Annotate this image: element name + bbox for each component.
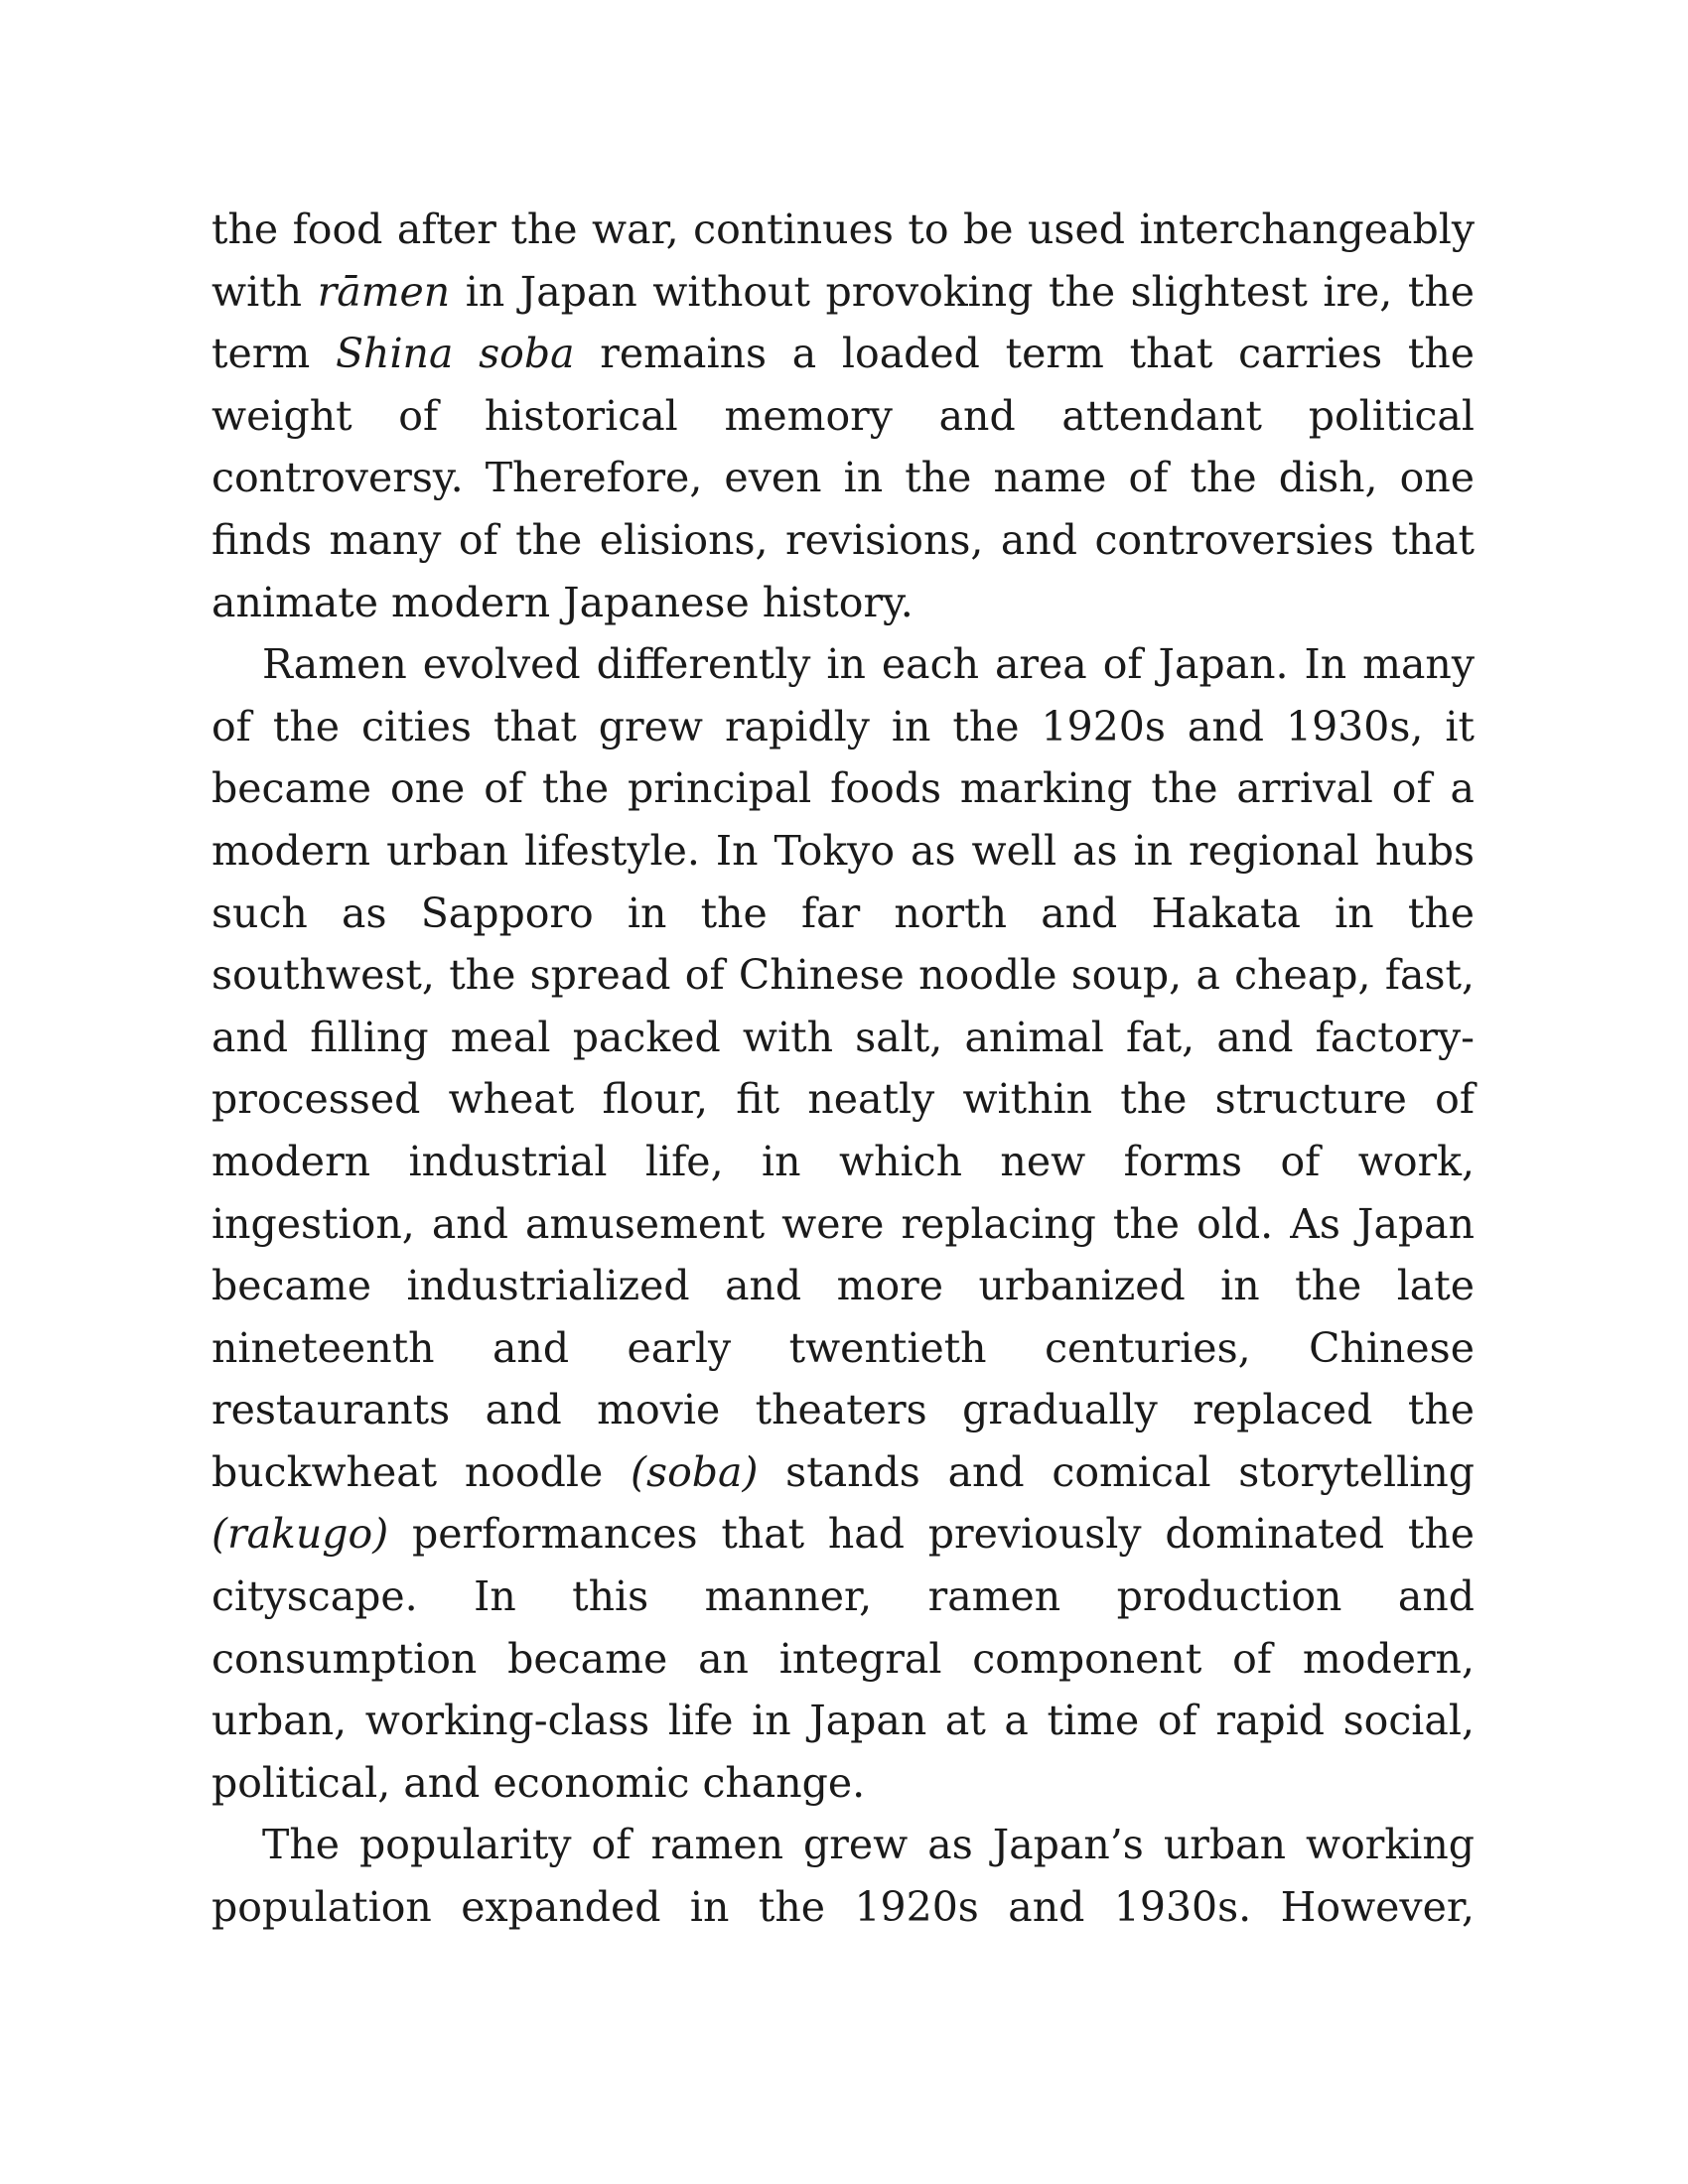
text-segment: Ramen evolved differently in each area of Japan. In many of the cities that grew rapidly in the 1920s and 1930s, it became one of the principal foods marking the arrival of a modern urban lifestyle. In Tokyo as well as in regional hubs such as Sapporo in the far north and Hakata in the southwest, the spread of Chinese noodle soup, a cheap, fast, and filling meal packed with salt, animal fat, and factory-processed wheat flour, fit neatly within the structure of modern industrial life, in which new forms of work, ingestion, and amusement were replacing the old. As Japan became industrialized and more urbanized in the late nineteenth and early twentieth centuries, Chinese restaurants and movie theaters gradually replaced the buckwheat noodle: [211, 640, 1475, 1496]
text-segment: performances that had previously dominated the cityscape. In this manner, ramen production and consumption became an integral component of modern, urban, working-class life in Japan at a time of rapid social, political, and economic change.: [211, 1510, 1475, 1807]
paragraph-ramen-popularity: [211, 1814, 1475, 1938]
italic-term-ramen: rāmen: [317, 267, 451, 316]
text-segment: remains a loaded term that carries the weight of historical memory and attendant political controversy. Therefore, even in the name of the dish, one finds many of the elisions, revisions, and controversies that animate modern Japanese history.: [211, 330, 1476, 626]
italic-term-soba: (soba): [631, 1447, 759, 1496]
text-segment: the food after the war, continues to be used interchangeably with: [211, 205, 1475, 316]
text-segment: stands and comical storytelling: [758, 1447, 1475, 1496]
paragraph-ramen-evolution: [211, 633, 1475, 1814]
text-segment: The popularity of ramen grew as Japan’s urban working population expanded in the 1920s and 1930s. However,: [211, 1821, 1475, 1932]
text-segment: in Japan without provoking the slightest ire, the term: [211, 267, 1476, 378]
italic-term-rakugo: (rakugo): [211, 1510, 389, 1559]
document-page: [211, 199, 1475, 1939]
paragraph-continuation: [211, 199, 1475, 633]
italic-term-shina-soba: Shina soba: [335, 330, 575, 378]
